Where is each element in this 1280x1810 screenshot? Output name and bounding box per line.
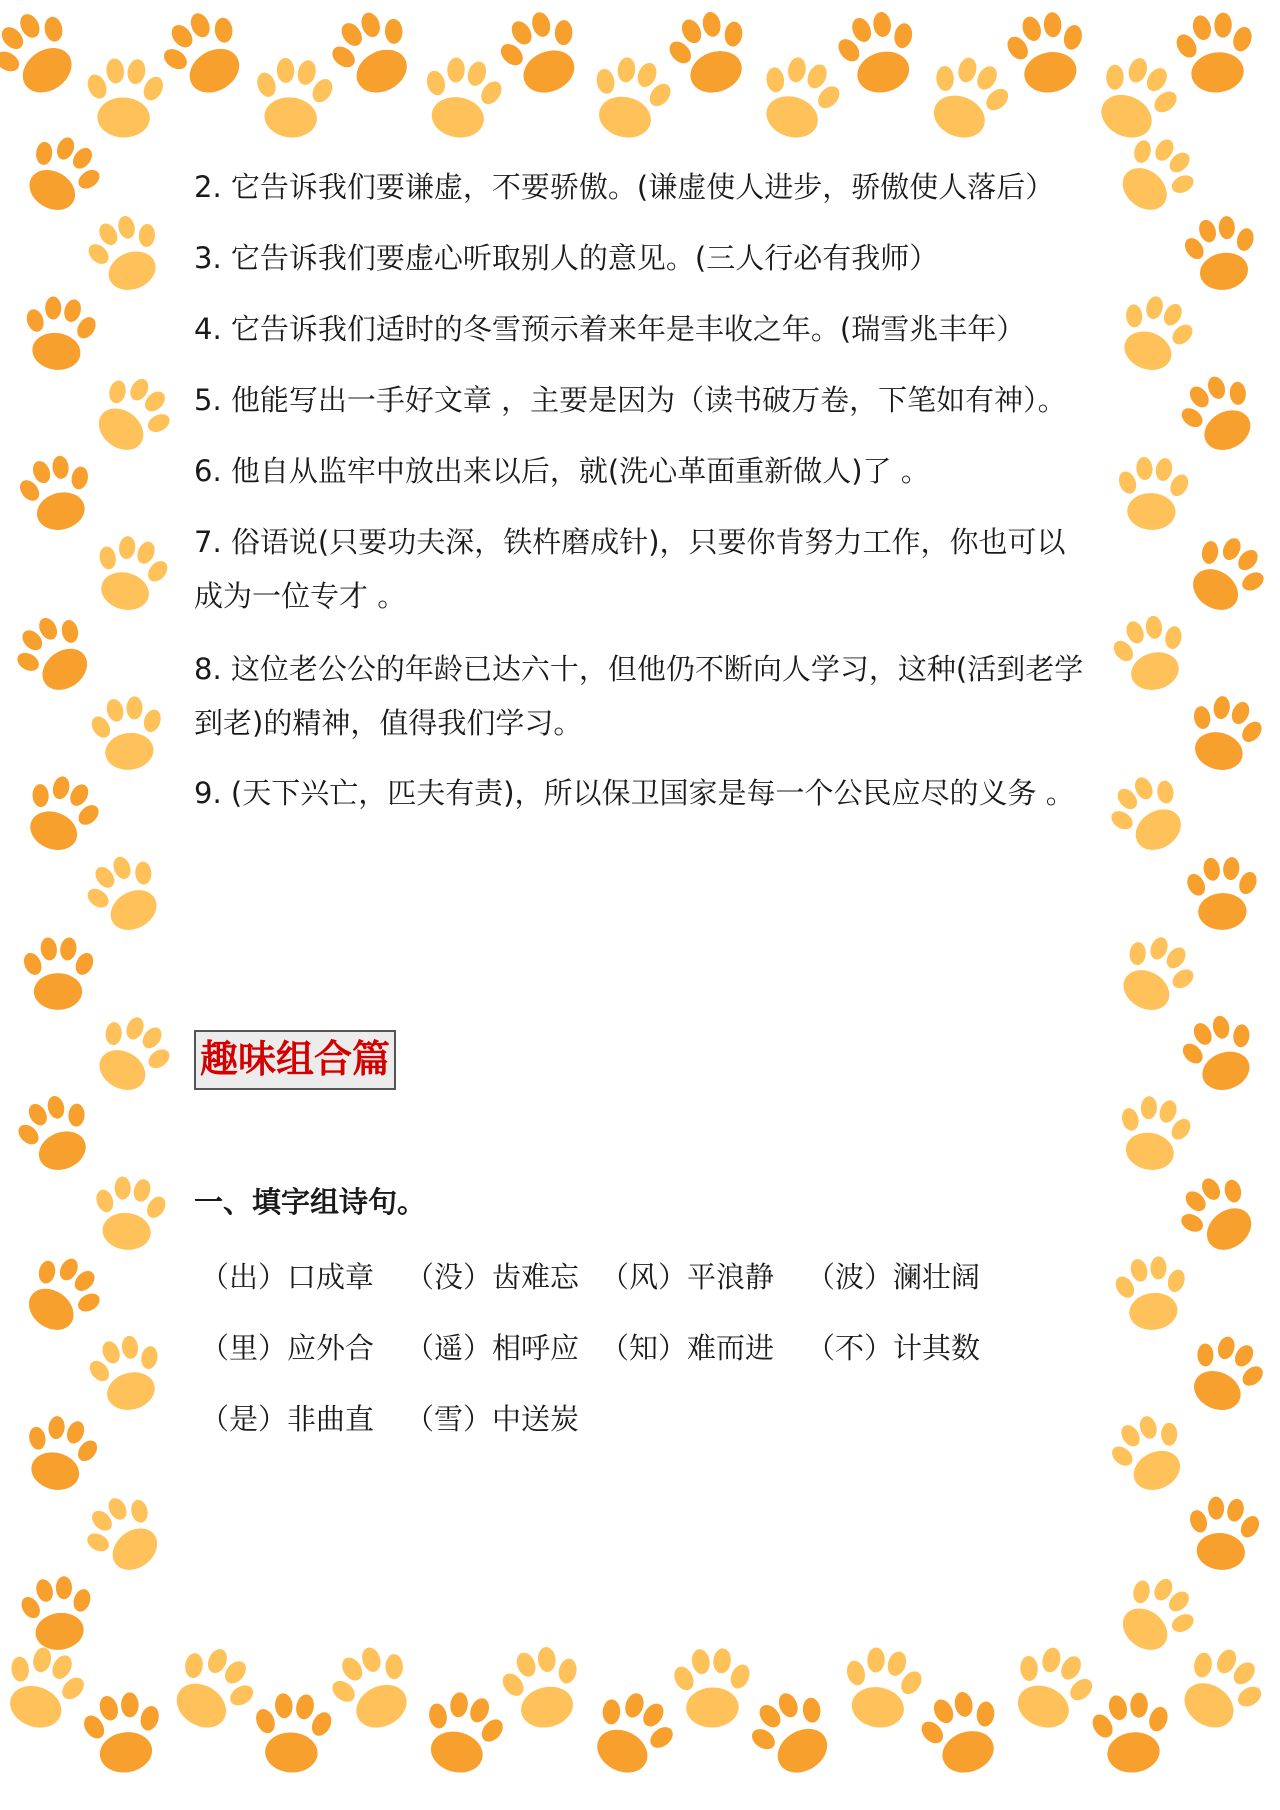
idiom-cell: （不）计其数 <box>806 1331 981 1365</box>
idiom-cell: （里）应外合 <box>200 1331 375 1365</box>
answer-item-5: 5. 他能写出一手好文章 ，主要是因为（读书破万卷，下笔如有神）。 <box>194 383 1067 417</box>
section-heading: 趣味组合篇 <box>194 1030 396 1090</box>
answer-item-2: 2. 它告诉我们要谦虚，不要骄傲。(谦虚使人进步，骄傲使人落后） <box>194 170 1055 204</box>
idiom-cell: （知）难而进 <box>600 1331 775 1365</box>
answer-item-8: 8. 这位老公公的年龄已达六十，但他仍不断向人学习，这种(活到老学到老)的精神，值得我们学习。 <box>194 652 1084 740</box>
idiom-cell: （风）平浪静 <box>600 1260 775 1294</box>
idiom-cell: （是）非曲直 <box>200 1402 375 1436</box>
exercise-heading: 一、填字组诗句。 <box>194 1185 427 1219</box>
answer-item-4: 4. 它告诉我们适时的冬雪预示着来年是丰收之年。(瑞雪兆丰年） <box>194 312 1026 346</box>
idiom-cell: （没）齿难忘 <box>405 1260 580 1294</box>
idiom-cell: （波）澜壮阔 <box>806 1260 981 1294</box>
answer-item-6: 6. 他自从监牢中放出来以后，就(洗心革面重新做人)了 。 <box>194 454 930 488</box>
answer-item-3: 3. 它告诉我们要虚心听取别人的意见。(三人行必有我师） <box>194 241 939 275</box>
idiom-cell: （雪）中送炭 <box>405 1402 580 1436</box>
answer-item-7: 7. 俗语说(只要功夫深，铁杵磨成针)，只要你肯努力工作，你也可以成为一位专才 。 <box>194 525 1066 613</box>
idiom-cell: （遥）相呼应 <box>405 1331 580 1365</box>
idiom-cell: （出）口成章 <box>200 1260 375 1294</box>
answer-item-9: 9. (天下兴亡，匹夫有责)，所以保卫国家是每一个公民应尽的义务 。 <box>194 776 1075 810</box>
